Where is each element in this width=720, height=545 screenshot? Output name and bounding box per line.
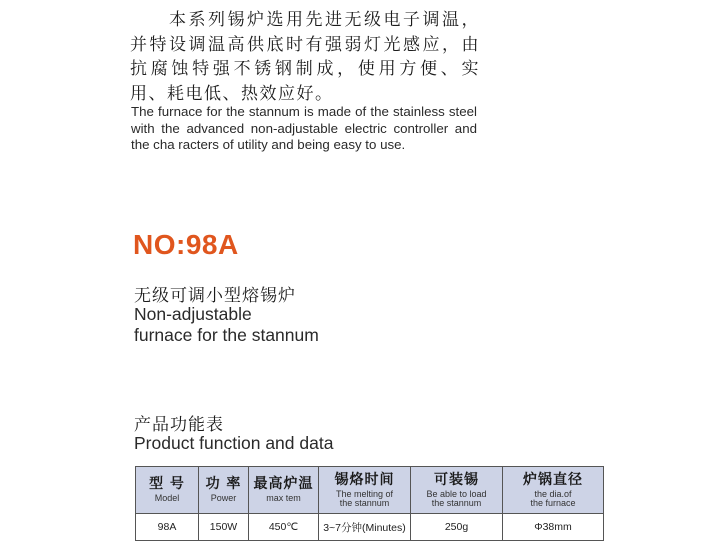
header-load-cn: 可装锡 [434,471,479,488]
product-name-english-line1: Non-adjustable [134,304,252,324]
cell-power: 150W [199,514,249,541]
product-name-chinese: 无级可调小型熔锡炉 [134,286,296,306]
header-melting-time-en1: The melting of [335,488,394,499]
header-power-cn: 功 率 [205,476,242,493]
header-power-en: Power [210,493,237,504]
header-diameter-en1: the dia.of [534,488,572,499]
header-power [199,467,249,514]
header-melting-time [319,467,411,514]
product-name-english [134,304,394,346]
header-melting-time-cn: 锡烙时间 [334,471,395,488]
header-model-en: Model [154,493,180,504]
cell-melting-time: 3~7分钟(Minutes) [319,514,411,541]
header-model-cn: 型 号 [149,476,185,493]
intro-chinese-paragraph [130,8,480,106]
spec-table [135,466,604,541]
cell-max-temp: 450℃ [249,514,319,541]
header-model [136,467,199,514]
header-load [411,467,503,514]
table-row [136,514,604,541]
header-max-temp-cn: 最高炉温 [253,476,314,493]
header-diameter [503,467,604,514]
header-load-en1: Be able to load [426,488,487,499]
cell-diameter: Φ38mm [503,514,604,541]
header-diameter-en2: the furnace [530,498,576,508]
cell-model: 98A [136,514,199,541]
header-melting-time-en2: the stannum [339,498,390,508]
section-title-english: Product function and data [134,433,334,453]
cell-load: 250g [411,514,503,541]
model-number: NO:98A [133,229,239,260]
header-max-temp-en: max tem [266,493,301,504]
header-diameter-cn: 炉锅直径 [523,471,583,488]
header-max-temp [249,467,319,514]
intro-chinese-text: 本系列锡炉选用先进无级电子调温，并特设调温高供底时有强弱灯光感应，由抗腐蚀特强不锈钢制成，使用方便、实用、耗电低、热效应好。 [130,10,480,104]
intro-english-paragraph: The furnace for the stannum is made of the stainless steel with the advanced non-adjustable electric controller and the cha racters of utility and being easy to use. [131,104,477,153]
product-name-english-line2: furnace for the stannum [134,325,319,345]
spec-table-header-row [136,467,604,514]
header-load-en2: the stannum [431,498,482,508]
section-title-chinese: 产品功能表 [134,415,224,435]
